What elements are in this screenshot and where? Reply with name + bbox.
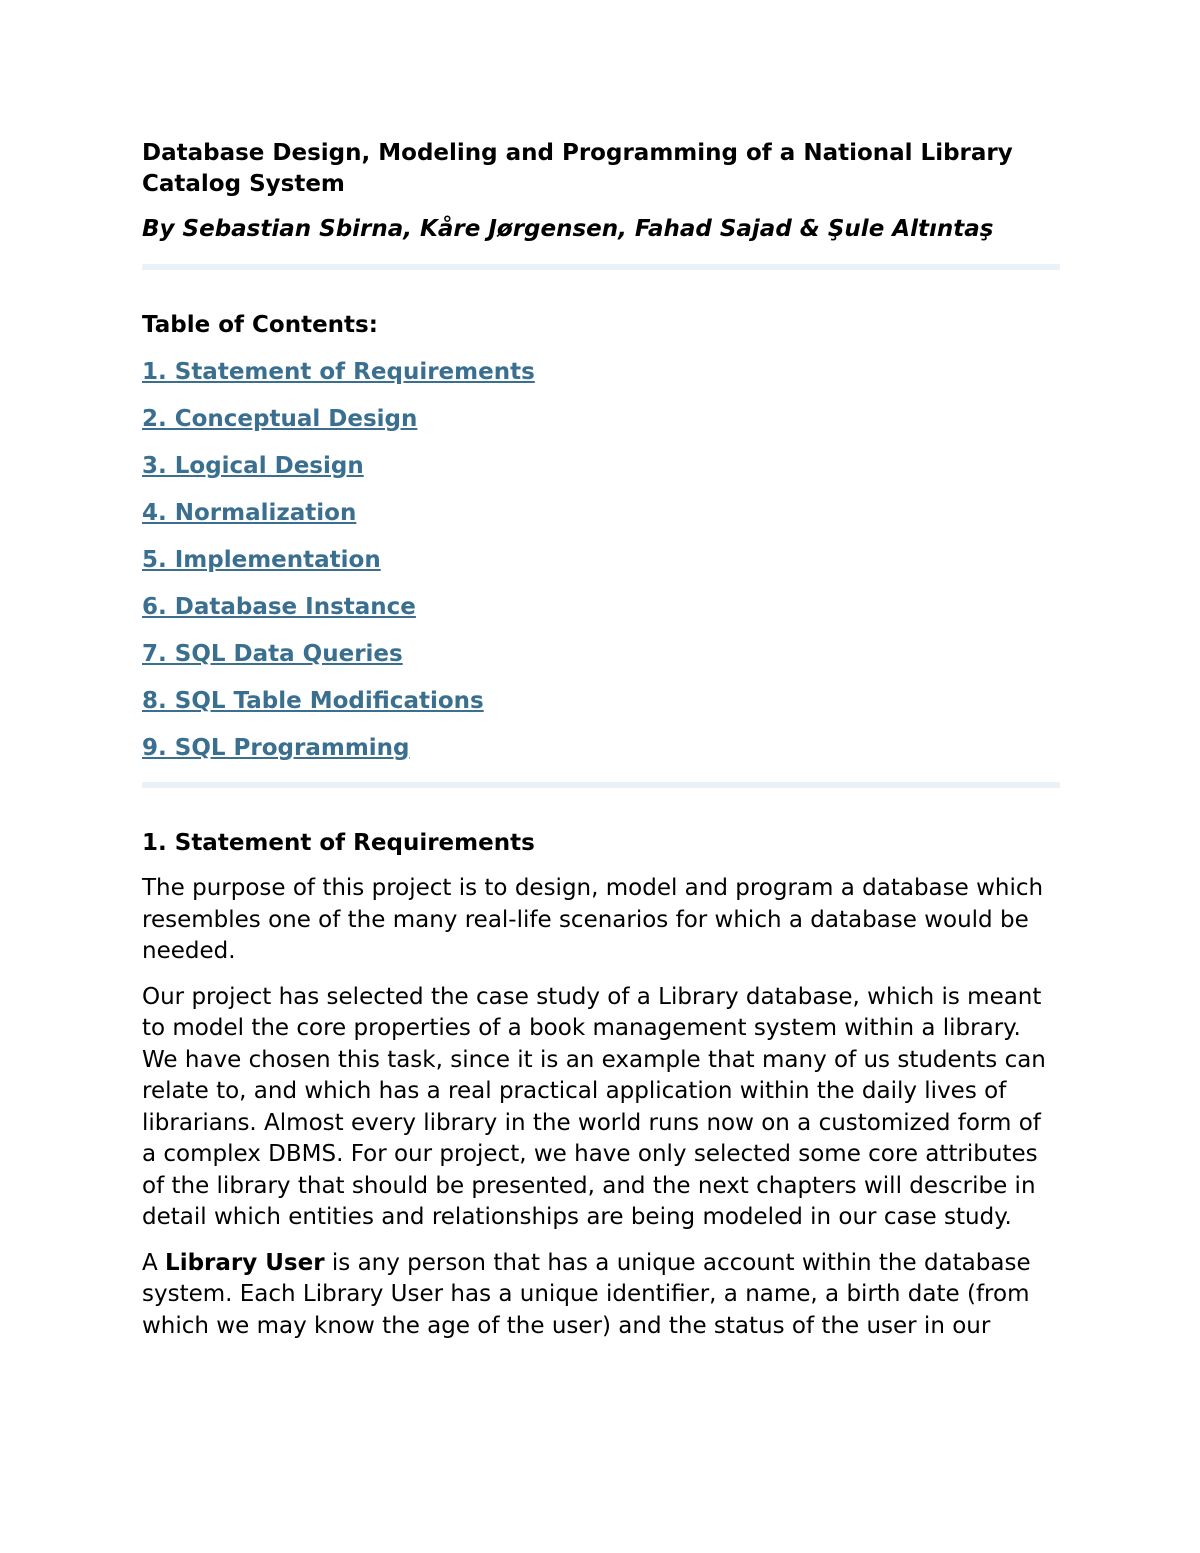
toc-link-sql-table-modifications[interactable]: 8. SQL Table Modifications bbox=[142, 688, 484, 714]
toc-item bbox=[142, 357, 1060, 388]
toc-link-conceptual-design[interactable]: 2. Conceptual Design bbox=[142, 406, 418, 432]
body-paragraph: The purpose of this project is to design, model and program a database which resembles one of the many real-life scenarios for which a database would be needed. bbox=[142, 875, 1044, 964]
toc-link-normalization[interactable]: 4. Normalization bbox=[142, 500, 357, 526]
toc-link-database-instance[interactable]: 6. Database Instance bbox=[142, 594, 416, 620]
toc-item bbox=[142, 498, 1060, 529]
paragraph-prefix: A bbox=[142, 1249, 166, 1276]
body-paragraph: Our project has selected the case study of a Library database, which is meant to model the core properties of a book management system within a library. We have chosen this task, since it is an example that many of us students can relate to, and which has a real practical application within the daily lives of librarians. Almost every library in the world runs now on a customized form of a complex DBMS. For our project, we have only selected some core attributes of the library that should be presented, and the next chapters will describe in detail which entities and relationships are being modeled in our case study. bbox=[142, 983, 1046, 1230]
document-authors: By Sebastian Sbirna, Kåre Jørgensen, Fahad Sajad & Şule Altıntaş bbox=[142, 216, 994, 242]
horizontal-divider bbox=[142, 782, 1060, 788]
paragraph-text: is any person that has a unique account within the database system. Each Library User has a unique identifier, a name, a birth date (from which we may know the age of the user) and the status of the user in our bbox=[142, 1249, 1031, 1339]
section-heading: 1. Statement of Requirements bbox=[142, 830, 535, 856]
document-page bbox=[142, 138, 1060, 1342]
toc-link-statement-of-requirements[interactable]: 1. Statement of Requirements bbox=[142, 359, 535, 385]
horizontal-divider bbox=[142, 264, 1060, 270]
table-of-contents bbox=[142, 357, 1060, 764]
toc-item bbox=[142, 686, 1060, 717]
body-paragraph bbox=[142, 1248, 1060, 1343]
toc-item bbox=[142, 733, 1060, 764]
toc-link-logical-design[interactable]: 3. Logical Design bbox=[142, 453, 364, 479]
toc-heading: Table of Contents: bbox=[142, 312, 378, 338]
toc-item bbox=[142, 404, 1060, 435]
toc-item bbox=[142, 592, 1060, 623]
toc-link-sql-programming[interactable]: 9. SQL Programming bbox=[142, 735, 410, 761]
toc-item bbox=[142, 451, 1060, 482]
toc-link-sql-data-queries[interactable]: 7. SQL Data Queries bbox=[142, 641, 403, 667]
toc-item bbox=[142, 639, 1060, 670]
toc-link-implementation[interactable]: 5. Implementation bbox=[142, 547, 381, 573]
document-title: Database Design, Modeling and Programming of a National Library Catalog System bbox=[142, 140, 1013, 197]
toc-item bbox=[142, 545, 1060, 576]
bold-term: Library User bbox=[165, 1249, 325, 1276]
